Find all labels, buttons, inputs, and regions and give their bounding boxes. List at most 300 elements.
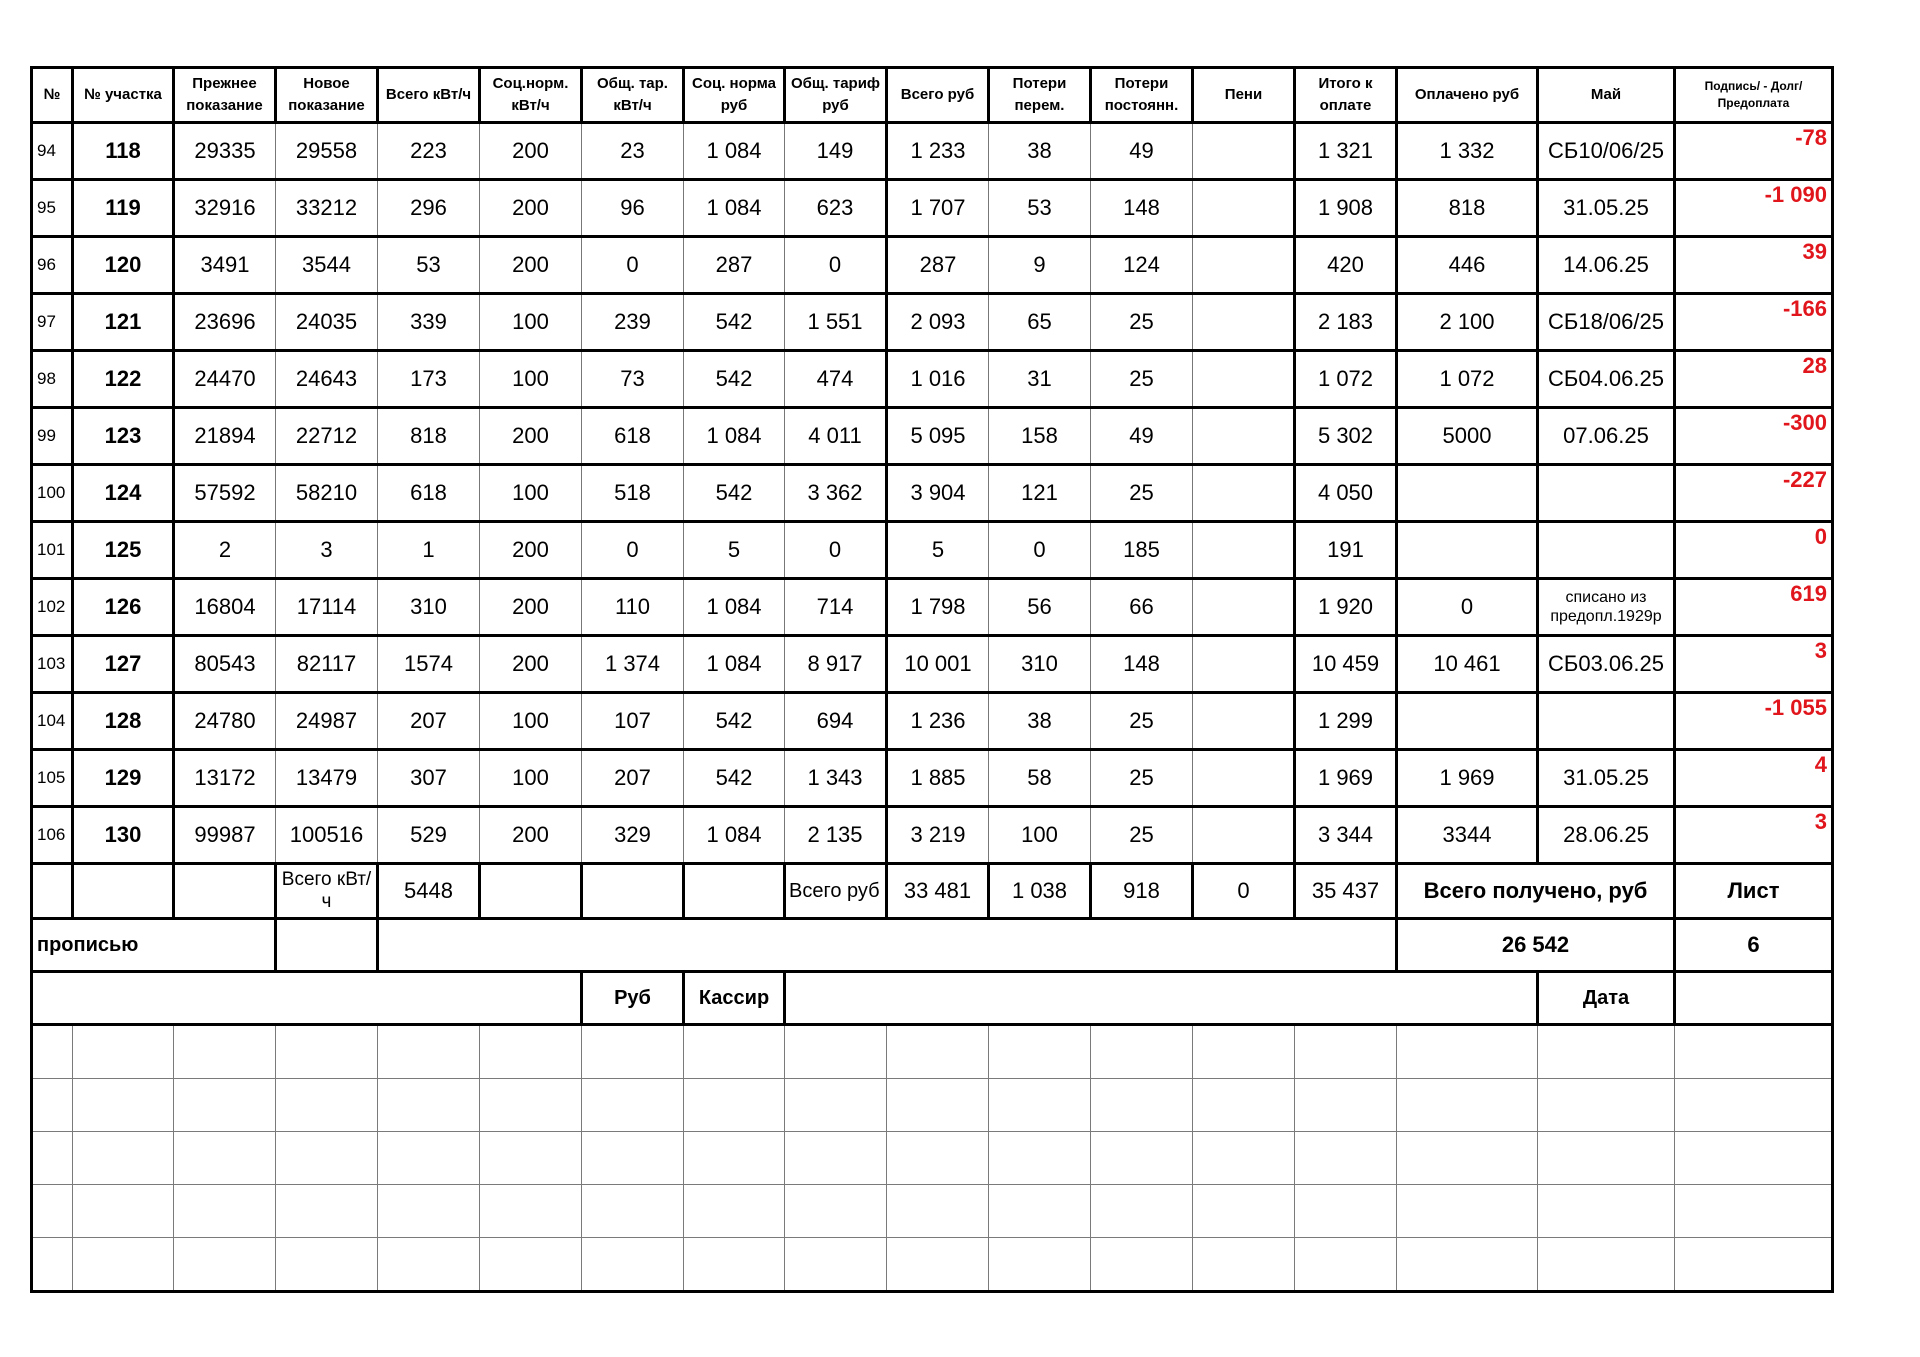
total-kwh: 296	[378, 180, 480, 237]
table-row	[32, 579, 1833, 636]
total-kwh: 307	[378, 750, 480, 807]
blank-cell	[1538, 1238, 1675, 1292]
penalty	[1193, 180, 1295, 237]
blank-row	[32, 1079, 1833, 1132]
payment-date: 28.06.25	[1538, 807, 1675, 864]
plot-number: 127	[73, 636, 174, 693]
totals-rub-label: Всего руб	[785, 864, 887, 919]
blank-cell	[1295, 1185, 1397, 1238]
social-rub: 1 084	[684, 807, 785, 864]
paid-amount: 1 072	[1397, 351, 1538, 408]
blank-cell	[887, 1238, 989, 1292]
prev-reading: 13172	[174, 750, 276, 807]
table-row	[32, 351, 1833, 408]
paid-amount: 10 461	[1397, 636, 1538, 693]
totals-loss-constant: 918	[1091, 864, 1193, 919]
social-rub: 542	[684, 750, 785, 807]
blank-cell	[1538, 1185, 1675, 1238]
amount-in-words-row	[32, 919, 1833, 972]
debt-balance: -227	[1675, 465, 1833, 522]
blank-cell	[582, 1132, 684, 1185]
to-pay: 1 321	[1295, 123, 1397, 180]
blank-cell	[1091, 1079, 1193, 1132]
social-kwh: 200	[480, 579, 582, 636]
blank-cell	[378, 1185, 480, 1238]
blank-cell	[887, 1185, 989, 1238]
blank-cell	[887, 1025, 989, 1079]
to-pay: 420	[1295, 237, 1397, 294]
new-reading: 24643	[276, 351, 378, 408]
general-rub: 474	[785, 351, 887, 408]
blank-cell	[73, 1132, 174, 1185]
rub-label: Руб	[582, 972, 684, 1025]
general-rub: 3 362	[785, 465, 887, 522]
penalty	[1193, 351, 1295, 408]
totals-penalty: 0	[1193, 864, 1295, 919]
penalty	[1193, 693, 1295, 750]
total-kwh: 173	[378, 351, 480, 408]
paid-amount: 1 332	[1397, 123, 1538, 180]
debt-balance: 28	[1675, 351, 1833, 408]
row-number: 106	[32, 807, 73, 864]
to-pay: 1 299	[1295, 693, 1397, 750]
debt-balance: 3	[1675, 807, 1833, 864]
total-kwh: 53	[378, 237, 480, 294]
header-general-kwh: Общ. тар. кВт/ч	[582, 68, 684, 123]
cashier-row	[32, 972, 1833, 1025]
totals-kwh-label: Всего кВт/ч	[276, 864, 378, 919]
general-kwh: 329	[582, 807, 684, 864]
plot-number: 129	[73, 750, 174, 807]
blank-cell	[1193, 1132, 1295, 1185]
table-row	[32, 180, 1833, 237]
blank-cell	[1091, 1238, 1193, 1292]
social-kwh: 100	[480, 465, 582, 522]
blank-cell	[378, 1132, 480, 1185]
plot-number: 123	[73, 408, 174, 465]
blank-cell	[582, 1185, 684, 1238]
blank-cell	[785, 1132, 887, 1185]
header-total-kwh: Всего кВт/ч	[378, 68, 480, 123]
header-social-rub: Соц. норма руб	[684, 68, 785, 123]
blank-cell	[1538, 1025, 1675, 1079]
social-rub: 1 084	[684, 408, 785, 465]
penalty	[1193, 807, 1295, 864]
general-rub: 1 343	[785, 750, 887, 807]
payment-date: 14.06.25	[1538, 237, 1675, 294]
loss-constant: 25	[1091, 807, 1193, 864]
total-rub: 5 095	[887, 408, 989, 465]
loss-variable: 56	[989, 579, 1091, 636]
totals-total-rub: 33 481	[887, 864, 989, 919]
blank-cell	[174, 1132, 276, 1185]
prev-reading: 80543	[174, 636, 276, 693]
blank-cell	[1538, 1079, 1675, 1132]
debt-balance: -1 055	[1675, 693, 1833, 750]
blank-cell	[378, 1238, 480, 1292]
penalty	[1193, 294, 1295, 351]
blank-cell	[276, 1025, 378, 1079]
social-rub: 1 084	[684, 123, 785, 180]
loss-variable: 38	[989, 693, 1091, 750]
blank-cell	[480, 1132, 582, 1185]
received-total-value: 26 542	[1397, 919, 1675, 972]
blank-cell	[1193, 1025, 1295, 1079]
general-rub: 8 917	[785, 636, 887, 693]
sheet-number: 6	[1675, 919, 1833, 972]
header-prev-reading: Прежнее показание	[174, 68, 276, 123]
social-rub: 287	[684, 237, 785, 294]
blank-cell	[785, 1185, 887, 1238]
plot-number: 118	[73, 123, 174, 180]
payment-date: 31.05.25	[1538, 750, 1675, 807]
new-reading: 100516	[276, 807, 378, 864]
penalty	[1193, 465, 1295, 522]
cashier-signature-field	[785, 972, 1538, 1025]
prev-reading: 3491	[174, 237, 276, 294]
blank-cell	[73, 1238, 174, 1292]
to-pay: 3 344	[1295, 807, 1397, 864]
table-row	[32, 237, 1833, 294]
blank-cell	[785, 1238, 887, 1292]
social-rub: 542	[684, 351, 785, 408]
table-row	[32, 693, 1833, 750]
general-rub: 694	[785, 693, 887, 750]
paid-amount: 5000	[1397, 408, 1538, 465]
social-kwh: 200	[480, 522, 582, 579]
general-rub: 0	[785, 237, 887, 294]
paid-amount	[1397, 465, 1538, 522]
new-reading: 33212	[276, 180, 378, 237]
debt-balance: -166	[1675, 294, 1833, 351]
to-pay: 5 302	[1295, 408, 1397, 465]
blank-cell	[785, 1025, 887, 1079]
blank-cell	[1295, 1238, 1397, 1292]
totals-row	[32, 864, 1833, 919]
total-rub: 1 885	[887, 750, 989, 807]
debt-balance: 0	[1675, 522, 1833, 579]
general-rub: 623	[785, 180, 887, 237]
social-rub: 542	[684, 465, 785, 522]
in-words-field	[378, 919, 1397, 972]
row-number: 104	[32, 693, 73, 750]
blank-cell	[989, 1185, 1091, 1238]
loss-constant: 25	[1091, 351, 1193, 408]
blank-cell	[1397, 1132, 1538, 1185]
total-kwh: 618	[378, 465, 480, 522]
social-rub: 5	[684, 522, 785, 579]
blank-cell	[32, 1238, 73, 1292]
row-number: 105	[32, 750, 73, 807]
general-kwh: 618	[582, 408, 684, 465]
blank-cell	[378, 1025, 480, 1079]
blank-cell	[480, 1025, 582, 1079]
blank-cell	[32, 1185, 73, 1238]
debt-balance: 619	[1675, 579, 1833, 636]
blank-cell	[1295, 1079, 1397, 1132]
blank-cell	[684, 1079, 785, 1132]
plot-number: 122	[73, 351, 174, 408]
table-row	[32, 123, 1833, 180]
blank-cell	[480, 1185, 582, 1238]
blank-cell	[174, 1079, 276, 1132]
blank-cell	[1397, 1025, 1538, 1079]
total-kwh: 207	[378, 693, 480, 750]
blank-cell	[684, 1238, 785, 1292]
blank-cell	[582, 1025, 684, 1079]
total-rub: 10 001	[887, 636, 989, 693]
new-reading: 17114	[276, 579, 378, 636]
payment-date: СБ18/06/25	[1538, 294, 1675, 351]
header-plot: № участка	[73, 68, 174, 123]
social-kwh: 200	[480, 408, 582, 465]
penalty	[1193, 579, 1295, 636]
table-row	[32, 807, 1833, 864]
prev-reading: 23696	[174, 294, 276, 351]
loss-constant: 25	[1091, 693, 1193, 750]
new-reading: 29558	[276, 123, 378, 180]
header-social-kwh: Соц.норм. кВт/ч	[480, 68, 582, 123]
blank-cell	[276, 1132, 378, 1185]
cashier-label: Кассир	[684, 972, 785, 1025]
blank-cell	[174, 1238, 276, 1292]
paid-amount	[1397, 693, 1538, 750]
to-pay: 1 969	[1295, 750, 1397, 807]
blank-cell	[582, 1079, 684, 1132]
header-no: №	[32, 68, 73, 123]
table-row	[32, 408, 1833, 465]
table-row	[32, 465, 1833, 522]
general-rub: 4 011	[785, 408, 887, 465]
blank-cell	[1675, 1132, 1833, 1185]
header-new-reading: Новое показание	[276, 68, 378, 123]
blank-cell	[684, 1132, 785, 1185]
debt-balance: 4	[1675, 750, 1833, 807]
header-general-rub: Общ. тариф руб	[785, 68, 887, 123]
general-kwh: 23	[582, 123, 684, 180]
loss-variable: 38	[989, 123, 1091, 180]
debt-balance: 3	[1675, 636, 1833, 693]
new-reading: 3544	[276, 237, 378, 294]
general-kwh: 73	[582, 351, 684, 408]
loss-constant: 124	[1091, 237, 1193, 294]
total-rub: 1 236	[887, 693, 989, 750]
totals-loss-variable: 1 038	[989, 864, 1091, 919]
social-rub: 542	[684, 693, 785, 750]
social-rub: 542	[684, 294, 785, 351]
penalty	[1193, 237, 1295, 294]
general-kwh: 1 374	[582, 636, 684, 693]
total-kwh: 1	[378, 522, 480, 579]
blank-row	[32, 1132, 1833, 1185]
payment-date: СБ04.06.25	[1538, 351, 1675, 408]
prev-reading: 57592	[174, 465, 276, 522]
total-kwh: 529	[378, 807, 480, 864]
paid-amount: 0	[1397, 579, 1538, 636]
table-row	[32, 294, 1833, 351]
blank-cell	[684, 1185, 785, 1238]
in-words-label: прописью	[32, 919, 276, 972]
row-number: 102	[32, 579, 73, 636]
to-pay: 1 920	[1295, 579, 1397, 636]
penalty	[1193, 636, 1295, 693]
plot-number: 126	[73, 579, 174, 636]
social-rub: 1 084	[684, 636, 785, 693]
to-pay: 1 908	[1295, 180, 1397, 237]
totals-received-label: Всего получено, руб	[1397, 864, 1675, 919]
blank-cell	[276, 1238, 378, 1292]
to-pay: 191	[1295, 522, 1397, 579]
prev-reading: 2	[174, 522, 276, 579]
general-rub: 0	[785, 522, 887, 579]
prev-reading: 24780	[174, 693, 276, 750]
general-kwh: 0	[582, 522, 684, 579]
blank-cell	[1091, 1185, 1193, 1238]
penalty	[1193, 522, 1295, 579]
blank-cell	[276, 1079, 378, 1132]
loss-constant: 25	[1091, 294, 1193, 351]
blank-cell	[1193, 1185, 1295, 1238]
payment-date	[1538, 693, 1675, 750]
header-to-pay: Итого к оплате	[1295, 68, 1397, 123]
loss-variable: 158	[989, 408, 1091, 465]
blank-cell	[1295, 1025, 1397, 1079]
blank-cell	[684, 1025, 785, 1079]
payment-date: 31.05.25	[1538, 180, 1675, 237]
payment-date: списано из предопл.1929р	[1538, 579, 1675, 636]
table-row	[32, 522, 1833, 579]
blank-cell	[1193, 1079, 1295, 1132]
row-number: 95	[32, 180, 73, 237]
blank-cell	[1091, 1132, 1193, 1185]
social-kwh: 100	[480, 294, 582, 351]
paid-amount: 1 969	[1397, 750, 1538, 807]
total-rub: 3 904	[887, 465, 989, 522]
blank-cell	[1675, 1238, 1833, 1292]
blank-cell	[32, 1025, 73, 1079]
plot-number: 125	[73, 522, 174, 579]
blank-cell	[1091, 1025, 1193, 1079]
loss-variable: 58	[989, 750, 1091, 807]
prev-reading: 29335	[174, 123, 276, 180]
social-kwh: 200	[480, 807, 582, 864]
new-reading: 22712	[276, 408, 378, 465]
loss-variable: 0	[989, 522, 1091, 579]
loss-constant: 49	[1091, 408, 1193, 465]
total-rub: 1 233	[887, 123, 989, 180]
total-rub: 5	[887, 522, 989, 579]
total-kwh: 223	[378, 123, 480, 180]
total-rub: 1 016	[887, 351, 989, 408]
header-paid: Оплачено руб	[1397, 68, 1538, 123]
blank-cell	[1675, 1079, 1833, 1132]
loss-variable: 31	[989, 351, 1091, 408]
totals-kwh-value: 5448	[378, 864, 480, 919]
header-signature-debt: Подпись/ - Долг/Предоплата	[1675, 68, 1833, 123]
blank-cell	[276, 1185, 378, 1238]
loss-constant: 185	[1091, 522, 1193, 579]
social-kwh: 200	[480, 180, 582, 237]
general-rub: 2 135	[785, 807, 887, 864]
prev-reading: 99987	[174, 807, 276, 864]
blank-cell	[887, 1132, 989, 1185]
prev-reading: 24470	[174, 351, 276, 408]
plot-number: 121	[73, 294, 174, 351]
row-number: 101	[32, 522, 73, 579]
header-total-rub: Всего руб	[887, 68, 989, 123]
total-kwh: 1574	[378, 636, 480, 693]
table-row	[32, 636, 1833, 693]
blank-row	[32, 1238, 1833, 1292]
row-number: 96	[32, 237, 73, 294]
sheet-label: Лист	[1675, 864, 1833, 919]
blank-cell	[480, 1079, 582, 1132]
debt-balance: 39	[1675, 237, 1833, 294]
to-pay: 1 072	[1295, 351, 1397, 408]
blank-cell	[1397, 1185, 1538, 1238]
loss-constant: 148	[1091, 180, 1193, 237]
general-kwh: 239	[582, 294, 684, 351]
header-penalty: Пени	[1193, 68, 1295, 123]
row-number: 99	[32, 408, 73, 465]
paid-amount: 446	[1397, 237, 1538, 294]
general-kwh: 207	[582, 750, 684, 807]
to-pay: 10 459	[1295, 636, 1397, 693]
header-month: Май	[1538, 68, 1675, 123]
loss-variable: 53	[989, 180, 1091, 237]
blank-cell	[989, 1238, 1091, 1292]
social-kwh: 100	[480, 750, 582, 807]
general-rub: 714	[785, 579, 887, 636]
social-kwh: 200	[480, 237, 582, 294]
prev-reading: 16804	[174, 579, 276, 636]
new-reading: 13479	[276, 750, 378, 807]
paid-amount: 3344	[1397, 807, 1538, 864]
blank-cell	[887, 1079, 989, 1132]
blank-cell	[989, 1025, 1091, 1079]
plot-number: 130	[73, 807, 174, 864]
general-rub: 149	[785, 123, 887, 180]
new-reading: 82117	[276, 636, 378, 693]
blank-cell	[73, 1025, 174, 1079]
blank-cell	[785, 1079, 887, 1132]
blank-cell	[480, 1238, 582, 1292]
total-kwh: 310	[378, 579, 480, 636]
payment-date: СБ03.06.25	[1538, 636, 1675, 693]
to-pay: 4 050	[1295, 465, 1397, 522]
blank-cell	[582, 1238, 684, 1292]
paid-amount	[1397, 522, 1538, 579]
social-kwh: 200	[480, 636, 582, 693]
date-label: Дата	[1538, 972, 1675, 1025]
blank-cell	[1193, 1238, 1295, 1292]
ledger-table	[30, 66, 1834, 1293]
table-row	[32, 750, 1833, 807]
blank-cell	[32, 1132, 73, 1185]
plot-number: 120	[73, 237, 174, 294]
header-loss-variable: Потери перем.	[989, 68, 1091, 123]
loss-variable: 121	[989, 465, 1091, 522]
payment-date: СБ10/06/25	[1538, 123, 1675, 180]
debt-balance: -1 090	[1675, 180, 1833, 237]
row-number: 94	[32, 123, 73, 180]
plot-number: 119	[73, 180, 174, 237]
total-kwh: 339	[378, 294, 480, 351]
header-loss-constant: Потери постоянн.	[1091, 68, 1193, 123]
general-rub: 1 551	[785, 294, 887, 351]
blank-cell	[1295, 1132, 1397, 1185]
blank-cell	[174, 1025, 276, 1079]
